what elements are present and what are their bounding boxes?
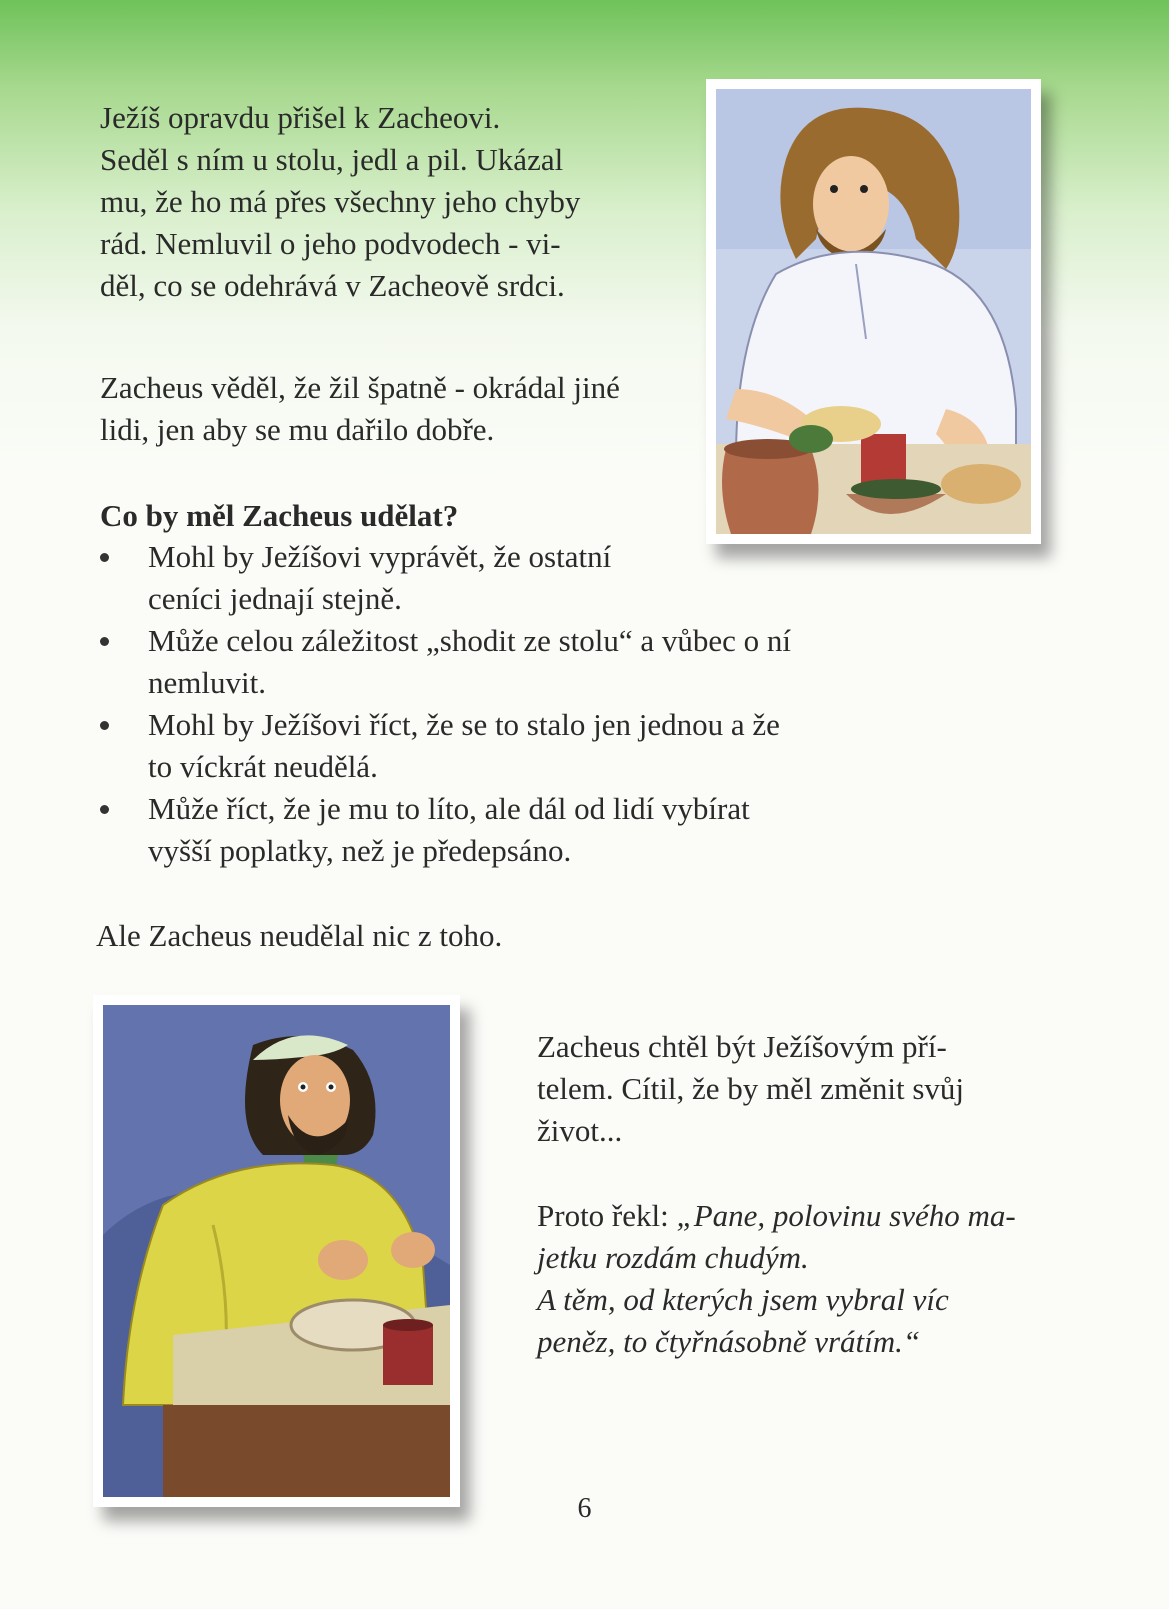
quote-text: „Pane, polovinu svého ma- jetku rozdám chudým. A těm, od kterých jsem vybral víc peněz, to čtyřnásobně vrátím.“ — [537, 1198, 1016, 1359]
options-list — [100, 536, 860, 872]
bullet-icon — [100, 637, 109, 646]
list-item: Může říct, že je mu to líto, ale dál od lidí vybírat vyšší poplatky, než je předepsáno. — [100, 788, 860, 872]
paragraph-wanted-friend: Zacheus chtěl být Ježíšovým pří- telem. Cítil, že by měl změnit svůj život... — [537, 1029, 965, 1148]
list-item: Může celou záležitost „shodit ze stolu“ a vůbec o ní nemluvit. — [100, 620, 860, 704]
paragraph-did-nothing: Ale Zacheus neudělal nic z toho. — [96, 918, 503, 953]
paragraph-zacheus-knew: Zacheus věděl, že žil špatně - okrádal jiné lidi, jen aby se mu dařilo dobře. — [100, 370, 620, 447]
page-number: 6 — [577, 1493, 592, 1524]
list-item: Mohl by Ježíšovi říct, že se to stalo jen jednou a že to víckrát neudělá. — [100, 704, 860, 788]
list-item: Mohl by Ježíšovi vyprávět, že ostatní ceníci jednají stejně. — [100, 536, 860, 620]
paragraph-quote — [537, 1195, 1057, 1363]
bullet-icon — [100, 721, 109, 730]
question-heading: Co by měl Zacheus udělat? — [100, 498, 459, 533]
jesus-illustration — [706, 79, 1041, 544]
quote-intro: Proto řekl: — [537, 1198, 677, 1233]
jesus-picture — [716, 89, 1031, 534]
zacheus-picture — [103, 1005, 450, 1497]
bullet-icon — [100, 805, 109, 814]
bullet-icon — [100, 553, 109, 562]
paragraph-jesus-visit: Ježíš opravdu přišel k Zacheovi. Seděl s ním u stolu, jedl a pil. Ukázal mu, že ho má přes všechny jeho chyby rád. Nemluvil o jeho podvodech - vi- děl, co se odehrává v Zacheově srdci. — [100, 100, 581, 303]
zacheus-illustration — [93, 995, 460, 1507]
